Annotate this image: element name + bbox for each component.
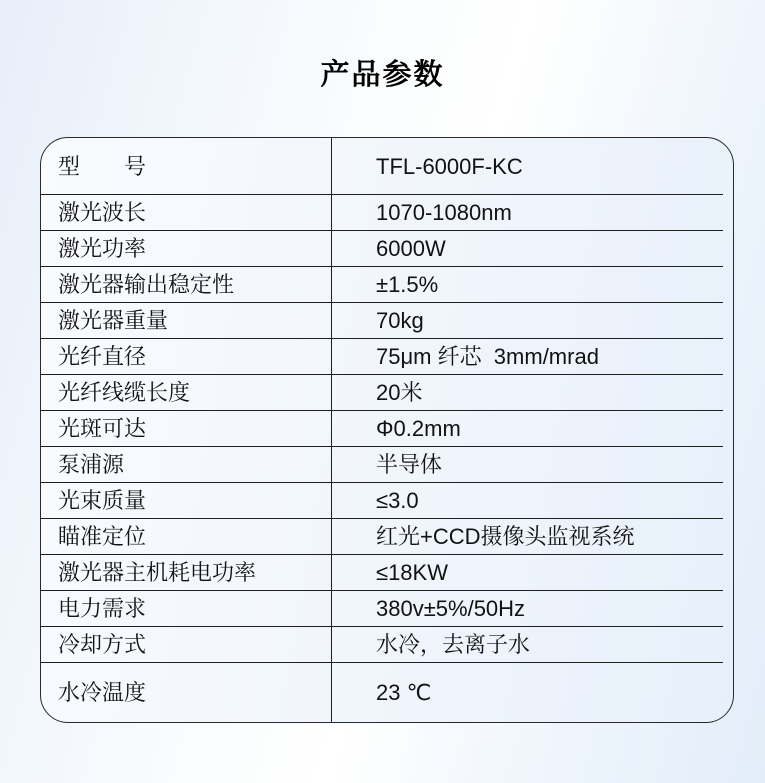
table-row — [41, 231, 733, 267]
spec-value: ±1.5% — [376, 272, 439, 297]
table-row — [41, 339, 733, 375]
spec-value: 半导体 — [376, 452, 443, 477]
spec-value: 23 ℃ — [376, 679, 432, 705]
spec-value: 75μm 纤芯 3mm/mrad — [376, 344, 599, 369]
spec-value: 红光+CCD摄像头监视系统 — [376, 524, 635, 549]
spec-value: 1070-1080nm — [376, 200, 512, 225]
spec-value: Φ0.2mm — [376, 416, 461, 441]
table-row — [41, 555, 733, 591]
table-row — [41, 303, 733, 339]
table-row — [41, 663, 733, 722]
spec-label: 电力需求 — [58, 596, 147, 621]
spec-label: 激光波长 — [58, 200, 147, 225]
spec-value: 70kg — [376, 308, 424, 333]
table-row — [41, 519, 733, 555]
table-row — [41, 447, 733, 483]
spec-label: 激光功率 — [58, 236, 147, 261]
spec-label: 水冷温度 — [58, 679, 147, 705]
spec-label: 光束质量 — [58, 488, 147, 513]
spec-value: 380v±5%/50Hz — [376, 596, 526, 621]
table-row — [41, 195, 733, 231]
table-row — [41, 483, 733, 519]
table-row — [41, 591, 733, 627]
spec-label: 光纤线缆长度 — [58, 380, 191, 405]
spec-label: 型 号 — [58, 153, 147, 179]
spec-value: ≤3.0 — [376, 488, 419, 513]
spec-value: 水冷，去离子水 — [376, 632, 531, 657]
table-row — [41, 138, 733, 195]
spec-label: 泵浦源 — [58, 452, 125, 477]
spec-value: ≤18KW — [376, 560, 448, 585]
spec-value: TFL-6000F-KC — [376, 153, 523, 179]
spec-label: 瞄准定位 — [58, 524, 147, 549]
spec-label: 激光器主机耗电功率 — [58, 560, 257, 585]
spec-label: 激光器重量 — [58, 308, 169, 333]
spec-value: 6000W — [376, 236, 446, 261]
spec-rows — [41, 138, 733, 722]
column-divider — [331, 138, 332, 722]
spec-value: 20米 — [376, 380, 423, 405]
table-row — [41, 375, 733, 411]
spec-label: 光纤直径 — [58, 344, 147, 369]
spec-label: 光斑可达 — [58, 416, 147, 441]
spec-label: 冷却方式 — [58, 632, 147, 657]
table-row — [41, 411, 733, 447]
spec-label: 激光器输出稳定性 — [58, 272, 235, 297]
page-title: 产品参数 — [320, 59, 445, 91]
table-row — [41, 627, 733, 663]
spec-table — [40, 137, 734, 723]
table-row — [41, 267, 733, 303]
